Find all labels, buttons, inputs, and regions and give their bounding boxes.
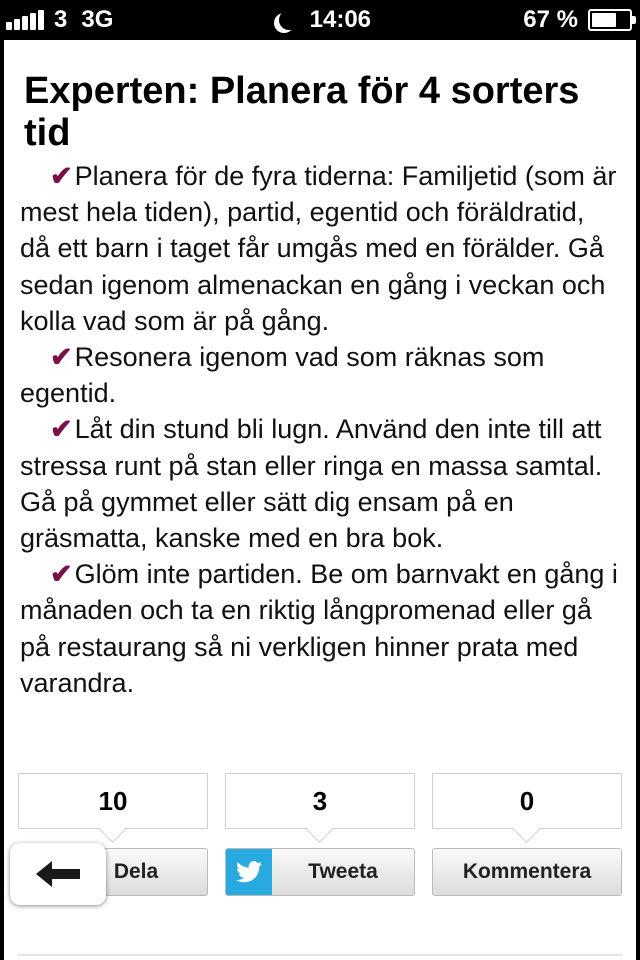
article <box>4 40 636 701</box>
back-arrow-icon <box>34 859 82 889</box>
network-type: 3G <box>81 6 114 33</box>
comment-label: Kommentera <box>462 860 592 883</box>
status-right <box>523 6 632 34</box>
status-time: 14:06 <box>309 6 372 33</box>
webview-content[interactable] <box>0 40 640 960</box>
facebook-share-label: Dela <box>113 860 159 883</box>
carrier-name: 3 <box>54 6 68 33</box>
article-body <box>20 158 618 701</box>
checkmark-icon: ✔ <box>50 559 73 590</box>
tip-text: Resonera igenom vad som räknas som egentid. <box>20 342 545 409</box>
checkmark-icon: ✔ <box>50 414 73 445</box>
tip-text: Låt din stund bli lugn. Använd den inte till att stressa runt på stan eller ringa en massa samtal. Gå på gymmet eller sätt dig ensam på en gräsmatta, kanske med en bra bok. <box>20 414 603 554</box>
divider <box>18 954 622 956</box>
tip-paragraph <box>20 158 618 339</box>
facebook-share-count: 10 <box>18 773 208 829</box>
tweet-button[interactable] <box>225 848 415 896</box>
checkmark-icon: ✔ <box>50 342 73 373</box>
tip-text: Planera för de fyra tiderna: Familjetid (som är mest hela tiden), partid, egentid och föräldratid, då ett barn i taget får umgås med en förälder. Gå sedan igenom almenackan en gång i veckan och kolla vad som är på gång. <box>20 161 617 336</box>
do-not-disturb-moon-icon <box>279 10 299 30</box>
tip-paragraph <box>20 411 618 556</box>
status-bar <box>0 0 640 40</box>
back-button[interactable] <box>10 843 106 905</box>
twitter-share-count: 3 <box>225 773 415 829</box>
share-counters <box>18 773 622 829</box>
comment-button[interactable] <box>432 848 622 896</box>
tip-paragraph <box>20 339 618 411</box>
comment-count: 0 <box>432 773 622 829</box>
tweet-label: Tweeta <box>308 860 378 883</box>
article-title: Experten: Planera för 4 sorters tid <box>24 70 580 154</box>
share-buttons <box>18 848 622 896</box>
twitter-bird-icon <box>226 849 272 895</box>
tip-text: Glöm inte partiden. Be om barnvakt en gång i månaden och ta en riktig långpromenad eller gå på restaurang så ni verkligen hinner prata med varandra. <box>20 559 618 698</box>
checkmark-icon: ✔ <box>50 161 73 191</box>
battery-fill <box>592 13 616 27</box>
tip-paragraph <box>20 556 618 701</box>
battery-icon <box>588 9 632 31</box>
battery-percent: 67 % <box>523 6 578 33</box>
